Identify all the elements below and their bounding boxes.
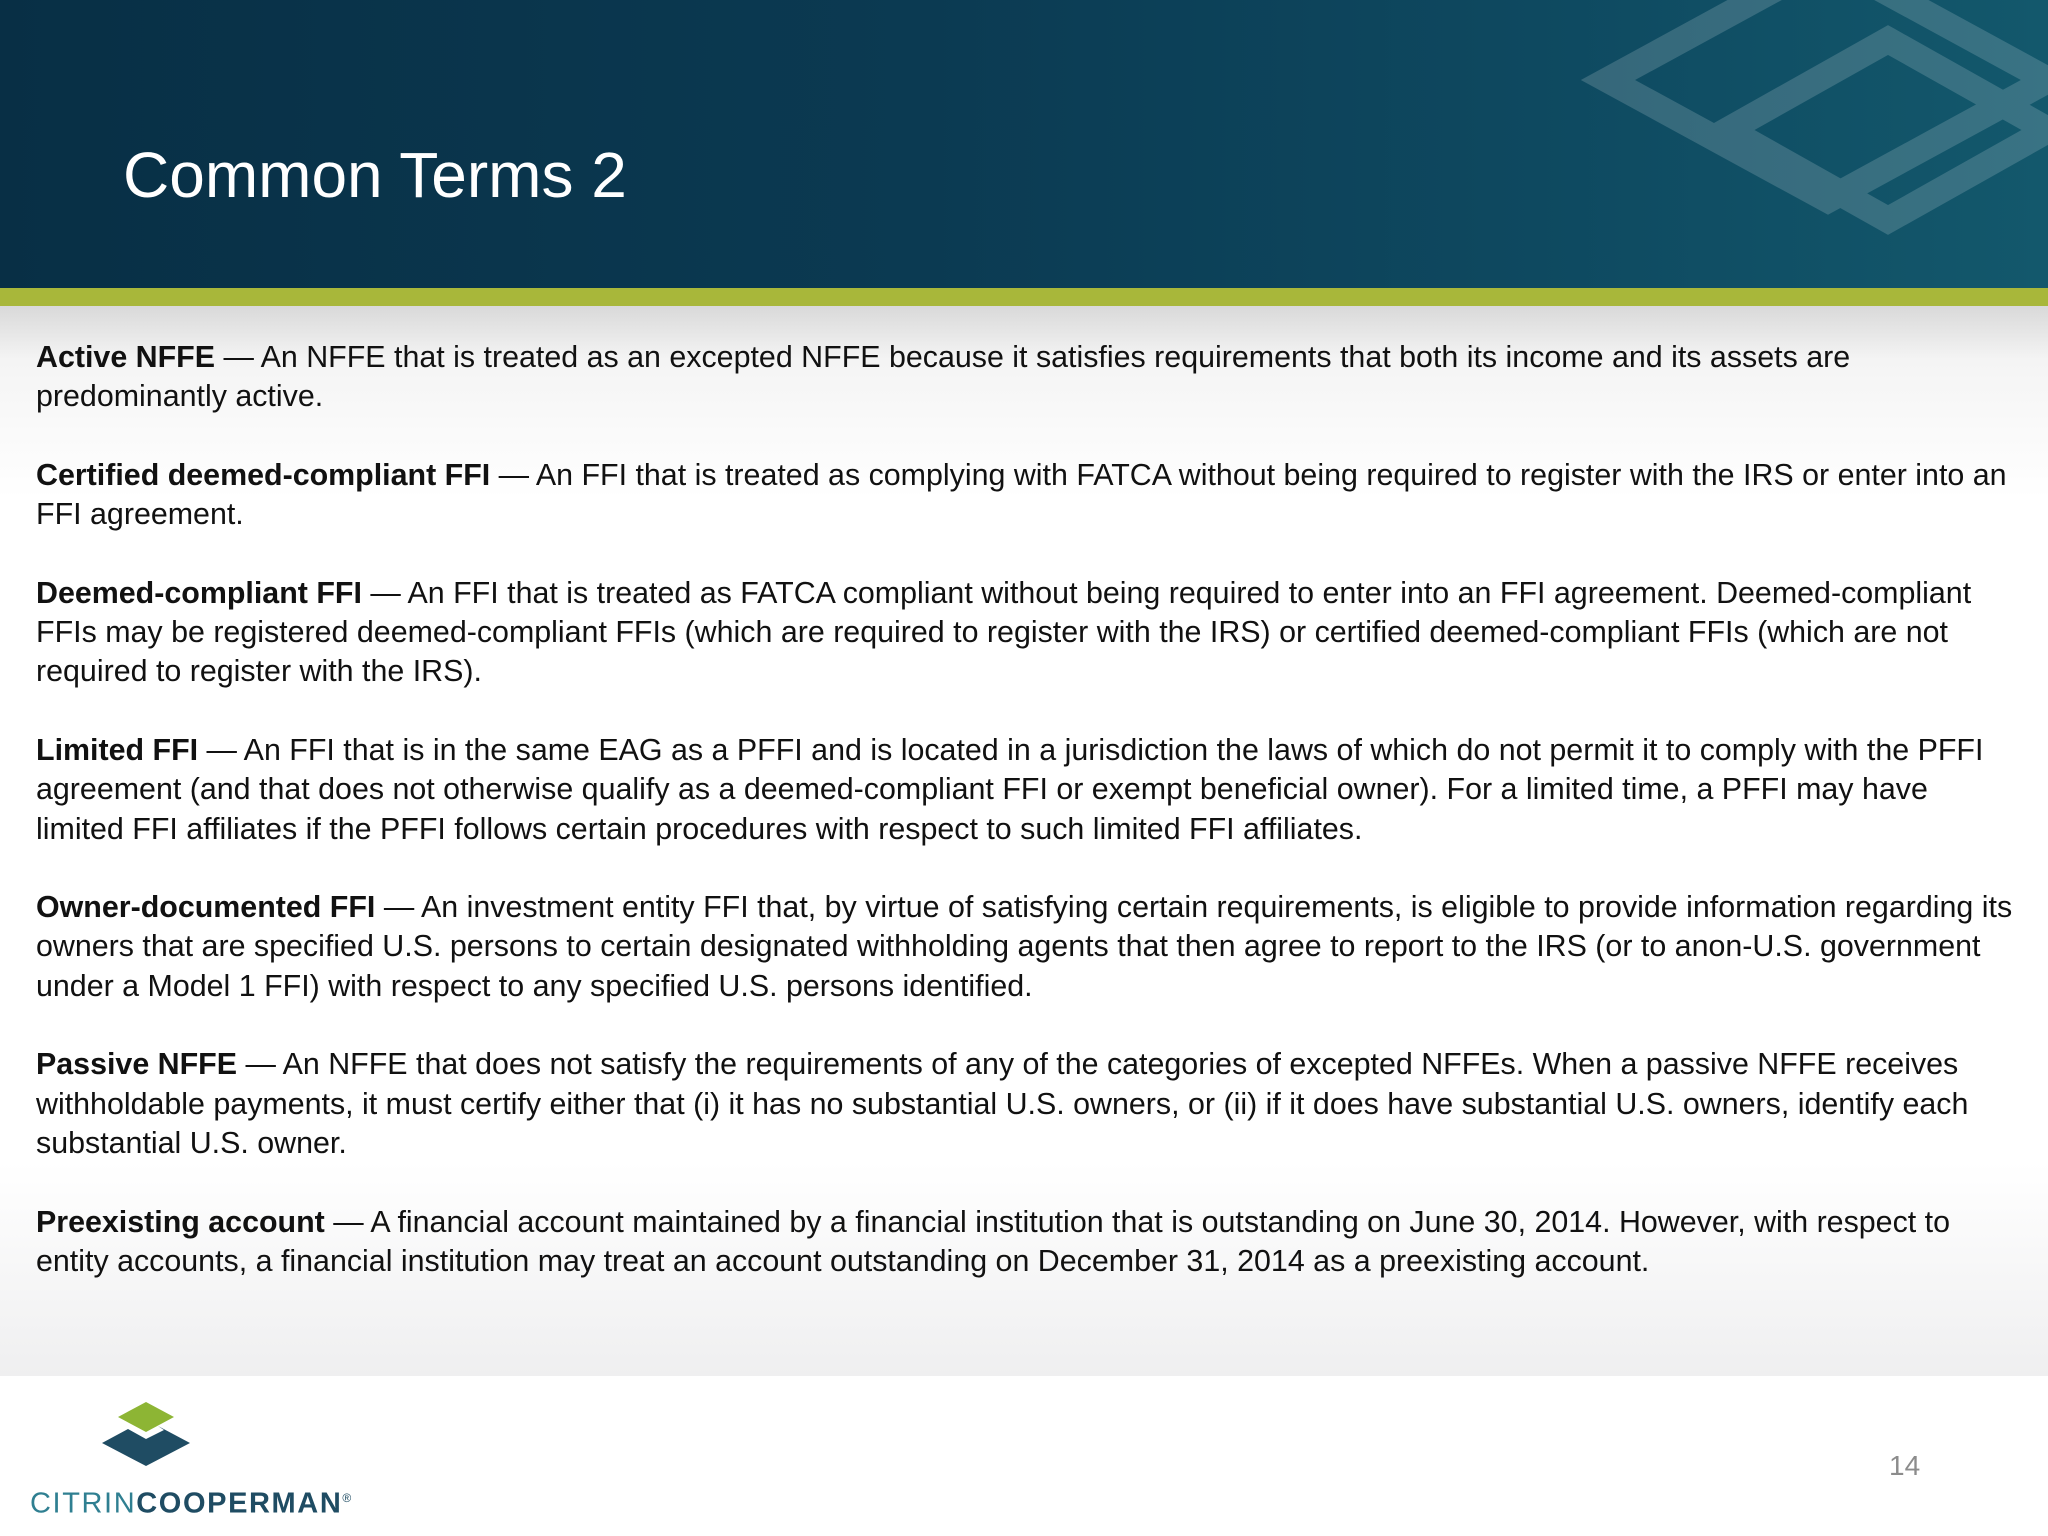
header-accent-bar xyxy=(0,288,2048,306)
term-definition: — An investment entity FFI that, by virtue of satisfying certain requirements, is eligible to provide information regarding its owners that are specified U.S. persons to certain designated withholding agents that then agree to report to the IRS (or to anon-U.S. government under a Model 1 FFI) with respect to any specified U.S. persons identified. xyxy=(36,890,2013,1003)
content-area xyxy=(0,306,2048,1376)
term-preexisting-account xyxy=(36,1203,2021,1282)
registered-mark: ® xyxy=(342,1491,353,1505)
terms-list xyxy=(36,338,2021,1320)
term-passive-nffe xyxy=(36,1045,2021,1163)
term-deemed-compliant-ffi xyxy=(36,574,2021,692)
term-name: Deemed-compliant FFI xyxy=(36,575,362,610)
term-certified-deemed-compliant-ffi xyxy=(36,456,2021,535)
term-owner-documented-ffi xyxy=(36,888,2021,1006)
term-limited-ffi xyxy=(36,731,2021,849)
term-definition: — An FFI that is in the same EAG as a PFFI and is located in a jurisdiction the laws of which do not permit it to comply with the PFFI agreement (and that does not otherwise qualify as a deemed-compliant FFI or exempt beneficial owner). For a limited time, a PFFI may have limited FFI affiliates if the PFFI follows certain procedures with respect to such limited FFI affiliates. xyxy=(36,732,1984,846)
slide-title: Common Terms 2 xyxy=(123,139,627,211)
term-definition: — An FFI that is treated as FATCA compliant without being required to enter into an FFI agreement. Deemed-compliant FFIs may be registered deemed-compliant FFIs (which are required to register with the IRS) or certified deemed-compliant FFIs (which are not required to register with the IRS). xyxy=(36,575,1972,689)
term-definition: — An NFFE that does not satisfy the requirements of any of the categories of excepted NFFEs. When a passive NFFE receives withholdable payments, it must certify either that (i) it has no substantial U.S. owners, or (ii) if it does have substantial U.S. owners, identify each substantial U.S. owner. xyxy=(36,1047,1969,1160)
term-name: Active NFFE xyxy=(36,340,216,374)
citrincooperman-logo-icon xyxy=(98,1402,194,1466)
term-definition: — An NFFE that is treated as an excepted NFFE because it satisfies requirements that both its income and its assets are predominantly active. xyxy=(36,340,1851,414)
term-name: Passive NFFE xyxy=(36,1047,238,1082)
logo-text-cooperman: COOPERMAN xyxy=(136,1487,343,1520)
logo-text-citrin: CITRIN xyxy=(30,1487,137,1520)
term-name: Limited FFI xyxy=(36,732,199,767)
term-name: Owner-documented FFI xyxy=(36,890,376,925)
term-name: Certified deemed-compliant FFI xyxy=(36,457,491,492)
term-name: Preexisting account xyxy=(36,1204,325,1239)
page-number: 14 xyxy=(1889,1450,1921,1481)
term-active-nffe xyxy=(36,338,2021,417)
slide-header xyxy=(0,0,2048,288)
header-diamond-decoration xyxy=(1528,0,2048,288)
term-definition: — An FFI that is treated as complying with FATCA without being required to register with the IRS or enter into an FFI agreement. xyxy=(36,457,2007,532)
company-logo-text xyxy=(30,1480,353,1522)
term-definition: — A financial account maintained by a financial institution that is outstanding on June 30, 2014. However, with respect to entity accounts, a financial institution may treat an account outstanding on December 31, 2014 as a preexisting account. xyxy=(36,1204,1951,1278)
